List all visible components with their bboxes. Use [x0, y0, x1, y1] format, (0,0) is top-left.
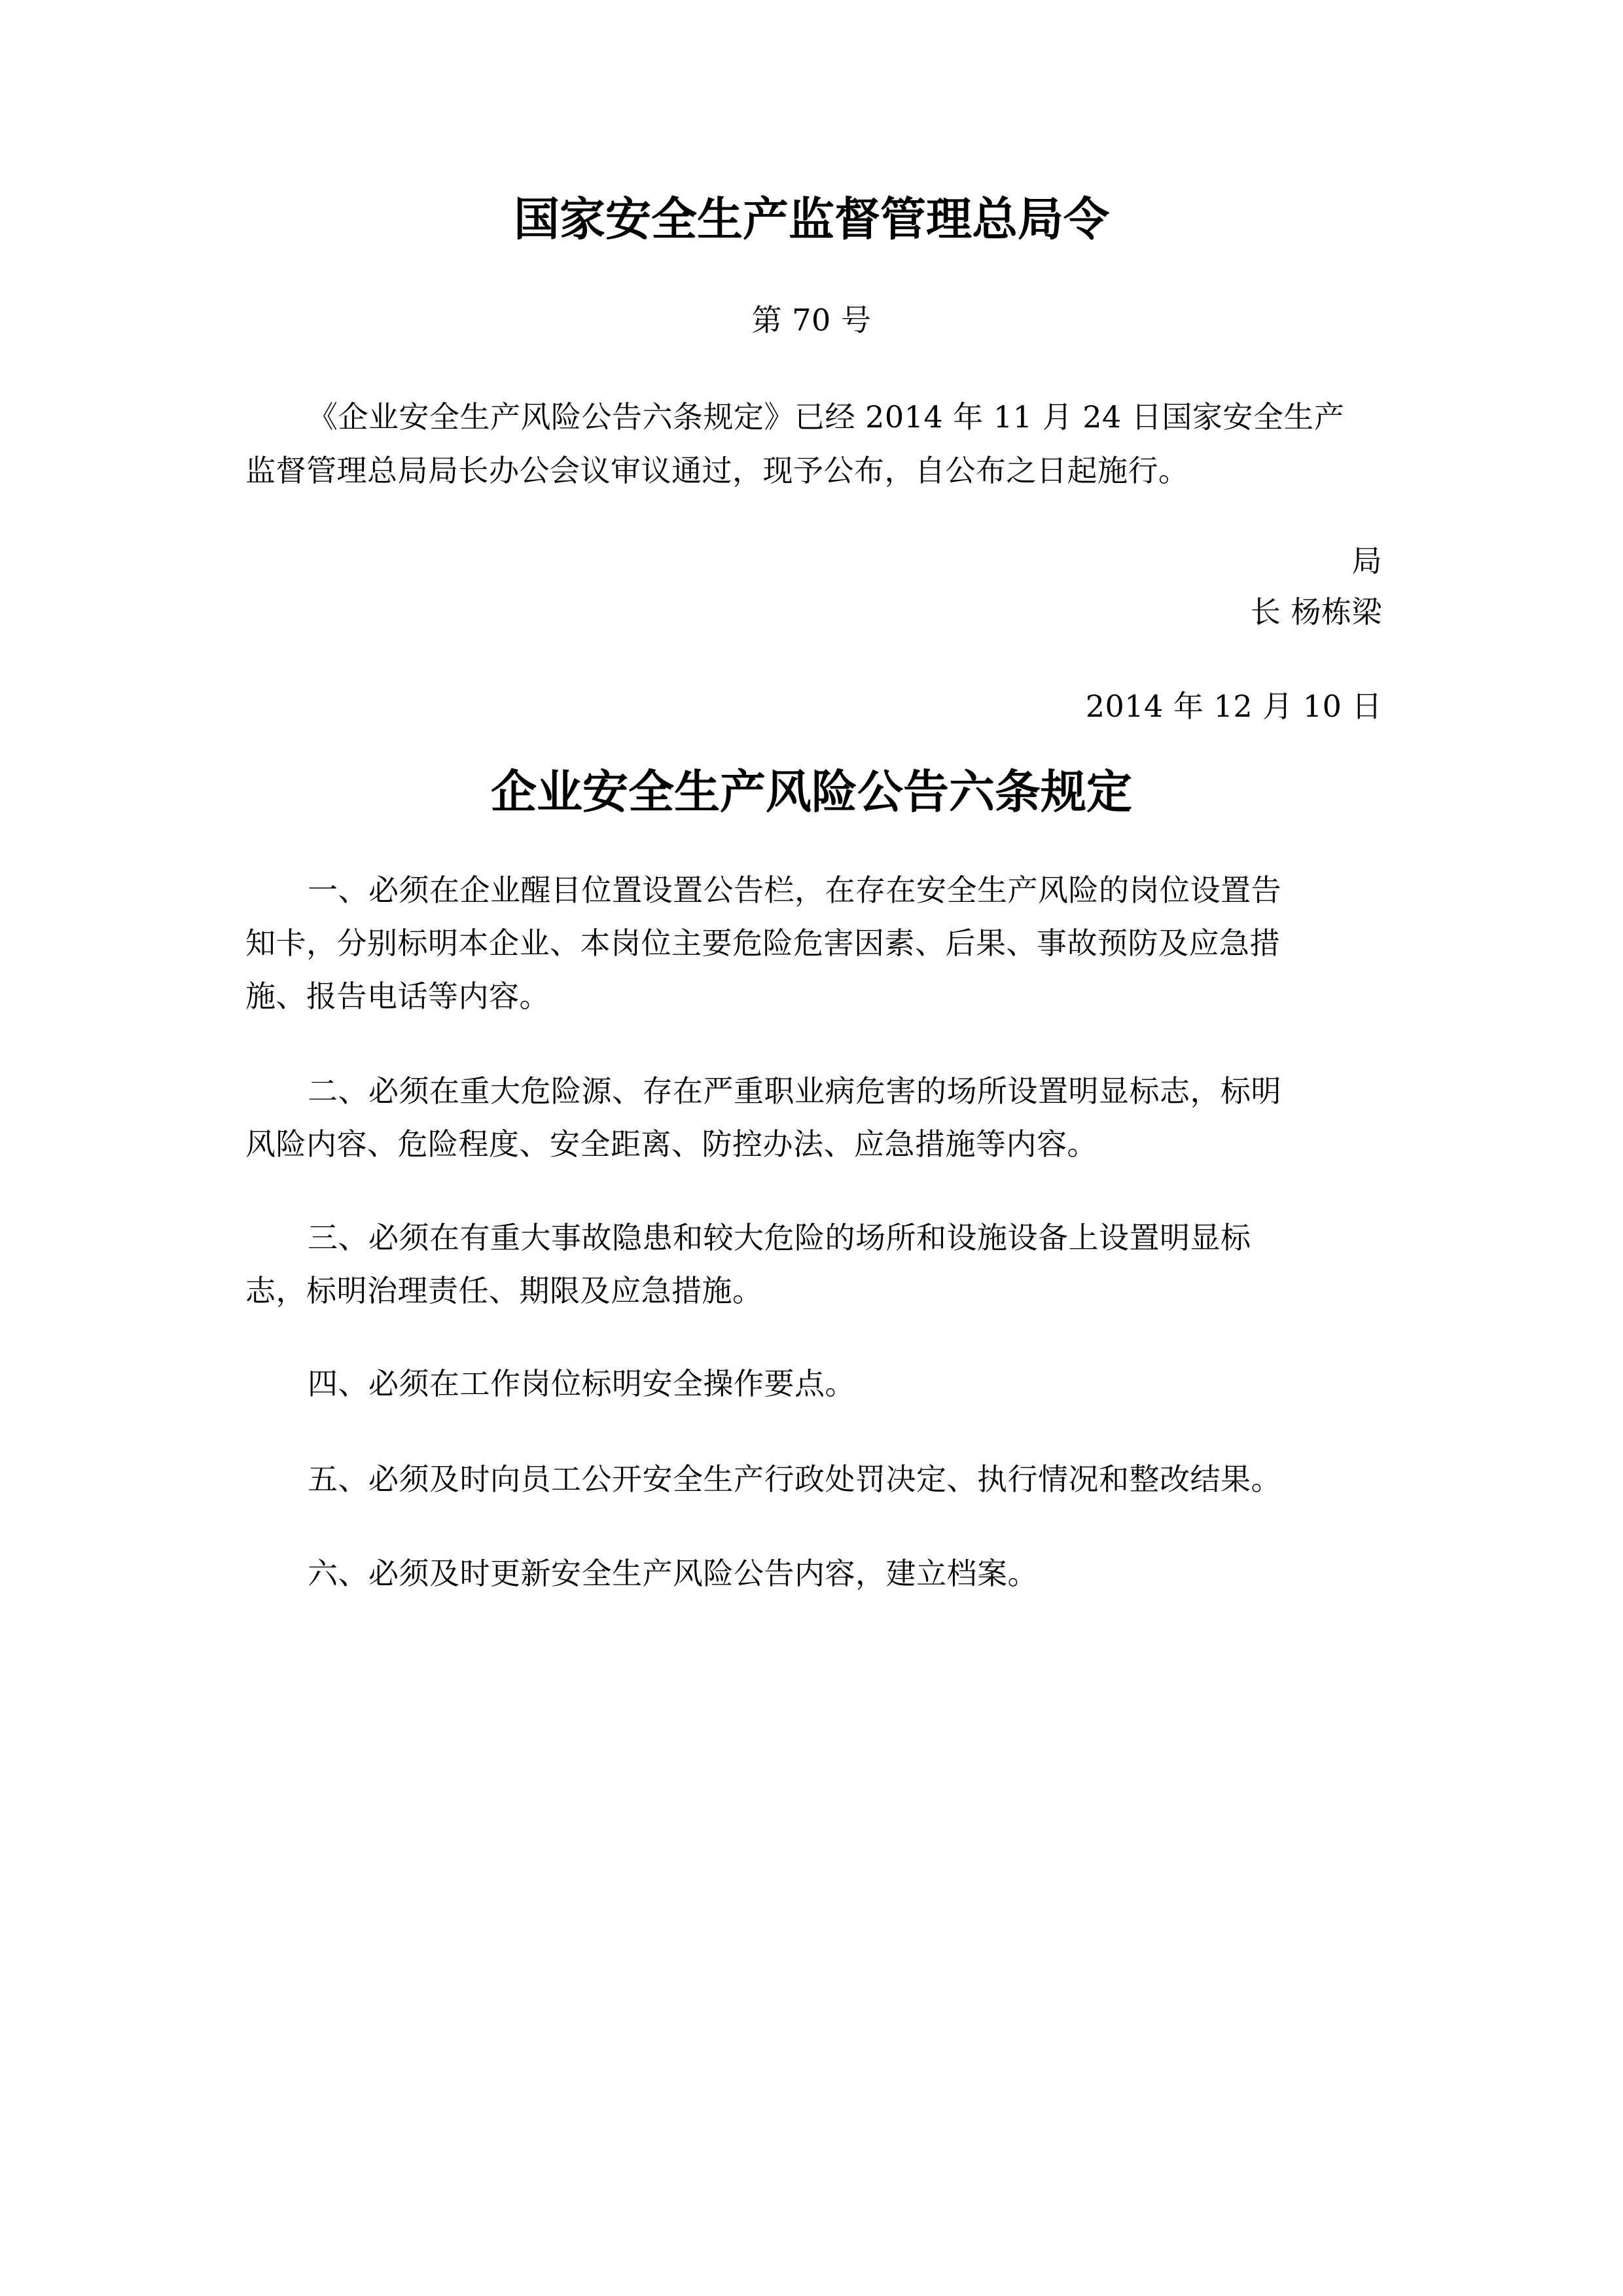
signatory-name: 长 杨栋梁 [1250, 594, 1382, 630]
article-1-line-1: 一、必须在企业醒目位置设置公告栏，在存在安全生产风险的岗位设置告 [308, 872, 1281, 908]
article-3-line-1: 三、必须在有重大事故隐患和较大危险的场所和设施设备上设置明显标 [308, 1220, 1251, 1255]
article-6-line-1: 六、必须及时更新安全生产风险公告内容，建立档案。 [308, 1556, 1038, 1591]
article-1-line-2: 知卡，分别标明本企业、本岗位主要危险危害因素、后果、事故预防及应急措 [245, 925, 1280, 961]
article-4-line-1: 四、必须在工作岗位标明安全操作要点。 [308, 1366, 855, 1401]
order-title: 国家安全生产监督管理总局令 [514, 192, 1109, 246]
regulation-title: 企业安全生产风险公告六条规定 [491, 764, 1132, 819]
preamble-line-1: 《企业安全生产风险公告六条规定》已经 2014 年 11 月 24 日国家安全生产 [308, 399, 1345, 435]
article-2-line-1: 二、必须在重大危险源、存在严重职业病危害的场所设置明显标志，标明 [308, 1073, 1281, 1109]
article-1-line-3: 施、报告电话等内容。 [245, 978, 550, 1014]
article-3-line-2: 志，标明治理责任、期限及应急措施。 [245, 1273, 763, 1308]
order-date: 2014 年 12 月 10 日 [1085, 689, 1382, 724]
order-number: 第 70 号 [751, 302, 872, 338]
preamble-line-2: 监督管理总局局长办公会议审议通过，现予公布，自公布之日起施行。 [245, 453, 1189, 488]
article-2-line-2: 风险内容、危险程度、安全距离、防控办法、应急措施等内容。 [245, 1126, 1097, 1162]
article-5-line-1: 五、必须及时向员工公开安全生产行政处罚决定、执行情况和整改结果。 [308, 1462, 1281, 1497]
signature-title: 局 [1351, 543, 1382, 579]
